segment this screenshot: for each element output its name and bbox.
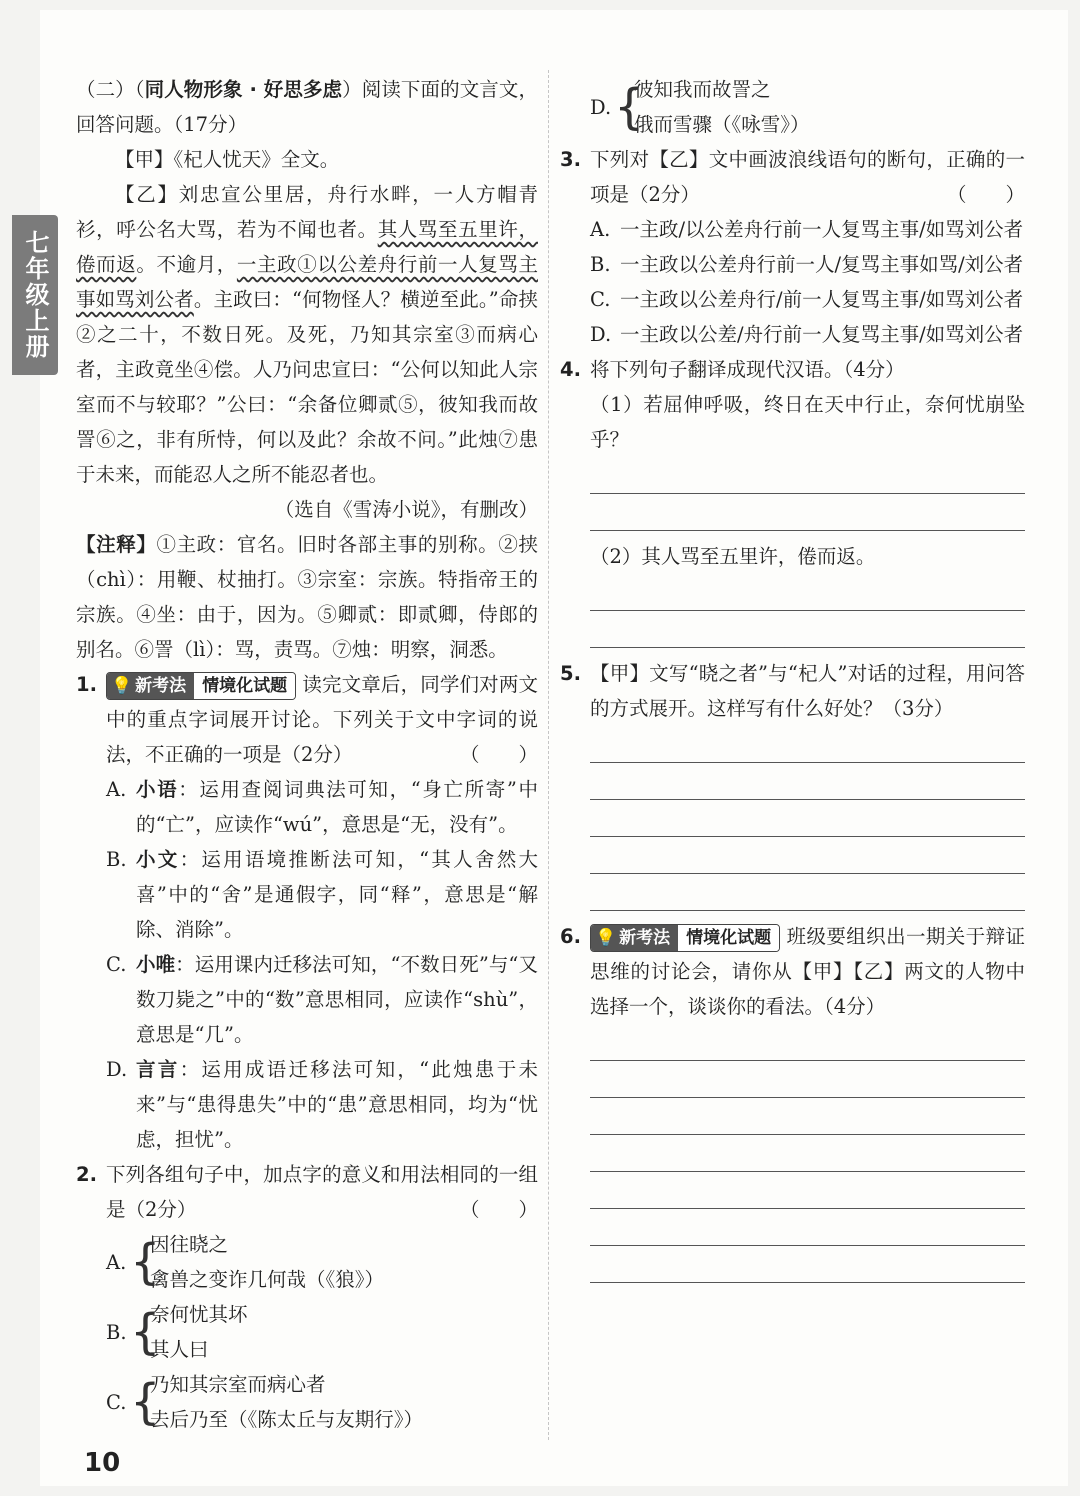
option-c [590, 282, 1025, 317]
passage-jia: 【甲】《杞人忧天》全文。 [115, 148, 340, 171]
student-name: 言言 [136, 1058, 180, 1081]
answer-line[interactable] [590, 1024, 1025, 1061]
option-label: A. [590, 218, 611, 241]
answer-paren: （ ） [459, 743, 538, 766]
student-name: 小语 [136, 778, 179, 801]
option-text: 一主政以公差舟行前一人/复骂主事如骂/刘公者 [620, 253, 1024, 276]
student-name: 小唯 [136, 953, 176, 976]
section-heading [76, 72, 538, 142]
option-line-1: 奈何忧其坏 [150, 1303, 248, 1326]
brace-icon: { [614, 79, 645, 135]
brace-icon: { [130, 1374, 161, 1430]
option-line-2: 俄而雪骤（《咏雪》） [634, 113, 810, 136]
answer-line[interactable] [590, 874, 1025, 911]
question-stem: 【甲】文写“晓之者”与“杞人”对话的过程，用问答的方式展开。这样写有什么好处？（3分） [590, 662, 1025, 720]
yi-wavy-2: 一主政①以公差舟行前一人复骂主事如骂刘公者 [76, 253, 538, 311]
option-label: D. [590, 323, 612, 346]
lightbulb-icon: 💡 [111, 675, 133, 696]
option-label: C. [106, 953, 127, 976]
left-column [76, 72, 538, 1437]
option-c [106, 1367, 538, 1437]
option-label: B. [590, 253, 611, 276]
question-stem: 将下列句子翻译成现代汉语。（4分） [590, 358, 905, 381]
passage-source: （选自《雪涛小说》，有删改） [274, 498, 538, 521]
yi-text-3: 。主政曰：“何物怪人？横逆至此。”命挟②之二十，不数日死。及死，乃知其宗室③而病心者，主政竟坐④偿。人乃问忠宣曰：“公何以知此人宗室而不与较耶？”公曰：“余备位卿贰⑤，彼知我而故詈⑥之，非有所恃，何以及此？余故不问。”此烛⑦患于未来，而能忍人之所不能忍者也。 [76, 288, 538, 486]
right-column [560, 72, 1025, 1283]
stem-text: 下列各组句子中，加点字的意义和用法相同的一组是（2分） [106, 1163, 538, 1221]
option-a [106, 772, 538, 842]
answer-line[interactable] [590, 1209, 1025, 1246]
stem-text: 读完文章后，同学们对两文中的重点字词展开讨论。下列关于文中字词的说法，不正确的一项是（2分） [106, 673, 538, 766]
stem-text: 下列对【乙】文中画波浪线语句的断句，正确的一项是（2分） [590, 148, 1025, 206]
option-b [106, 842, 538, 947]
question-1 [76, 667, 538, 1157]
brace-icon: { [130, 1304, 161, 1360]
question-3 [560, 142, 1025, 352]
option-text: ：运用查阅词典法可知，“身亡所寄”中的“亡”，应读作“wú”，意思是“无，没有”。 [136, 778, 538, 836]
column-divider [548, 70, 549, 1440]
badge-type-label: 情境化试题 [194, 673, 295, 699]
badge-type-label: 情境化试题 [678, 925, 779, 951]
option-label: A. [106, 778, 127, 801]
sentence-2: （2）其人骂至五里许，倦而返。 [590, 545, 876, 568]
option-b [590, 247, 1025, 282]
brace-icon: { [130, 1234, 161, 1290]
answer-line[interactable] [590, 1061, 1025, 1098]
option-label: C. [106, 1391, 127, 1414]
answer-line[interactable] [590, 1135, 1025, 1172]
yi-wavy-1: 其人骂至五里许，倦而返 [76, 218, 538, 276]
notes [76, 527, 538, 667]
option-text: ：运用成语迁移法可知，“此烛患于未来”与“患得患失”中的“患”意思相同，均为“忧虑，担忧”。 [136, 1058, 538, 1151]
answer-paren: （ ） [946, 183, 1025, 206]
question-5 [560, 656, 1025, 726]
question-number: 6. [560, 925, 581, 948]
option-label: B. [106, 1321, 127, 1344]
question-4-part-2 [560, 539, 1025, 574]
option-a [590, 212, 1025, 247]
question-number: 1. [76, 673, 97, 696]
stem-text: 班级要组织出一期关于辩证思维的讨论会，请你从【甲】【乙】两文的人物中选择一个，谈谈你的看法。（4分） [590, 925, 1025, 1018]
answer-line[interactable] [590, 574, 1025, 611]
notes-text: ①主政：官名。旧时各部主事的别称。②挟（chì）：用鞭、杖抽打。③宗室：宗族。特指帝王的宗族。④坐：由于，因为。⑤卿贰：即贰卿，侍郎的别名。⑥詈（lì）：骂，责骂。⑦烛：明察，洞悉。 [76, 533, 538, 661]
answer-line[interactable] [590, 1172, 1025, 1209]
option-label: A. [106, 1251, 127, 1274]
badge-new-label: 新考法 [135, 675, 187, 696]
lightbulb-icon: 💡 [595, 927, 617, 948]
yi-text-2: 。不逾月， [136, 253, 237, 276]
option-text: 一主政以公差舟行/前一人复骂主事/如骂刘公者 [620, 288, 1024, 311]
question-number: 3. [560, 148, 581, 171]
option-label: D. [106, 1058, 128, 1081]
option-label: C. [590, 288, 611, 311]
yi-text-1: 【乙】刘忠宣公里居，舟行水畔，一人方帽青衫，呼公名大骂，若为不闻也者。 [76, 183, 538, 241]
question-2 [76, 1157, 538, 1437]
option-c [106, 947, 538, 1052]
answer-line[interactable] [590, 494, 1025, 531]
question-stem [590, 142, 1025, 212]
question-stem [106, 1157, 538, 1227]
answer-line[interactable] [590, 726, 1025, 763]
option-label: D. [590, 96, 612, 119]
passage-yi [76, 177, 538, 492]
option-line-1: 因往晓之 [150, 1233, 229, 1256]
option-line-2: 其人曰 [150, 1338, 209, 1361]
option-line-2: 去后乃至（《陈太丘与友期行》） [150, 1408, 424, 1431]
option-line-2: 禽兽之变诈几何哉（《狼》） [150, 1268, 385, 1291]
badge-new-label: 新考法 [619, 927, 671, 948]
question-number: 5. [560, 662, 581, 685]
heading-bold: 同人物形象 · 好思多虑 [144, 78, 343, 101]
question-4 [560, 352, 1025, 457]
new-method-badge [590, 924, 780, 952]
answer-line[interactable] [590, 1098, 1025, 1135]
option-line-1: 彼知我而故詈之 [634, 78, 771, 101]
answer-line[interactable] [590, 457, 1025, 494]
question-2-continued [560, 72, 1025, 142]
grade-tab: 七年级上册 [12, 215, 58, 375]
option-label: B. [106, 848, 127, 871]
new-method-badge [106, 672, 296, 700]
sentence-1: （1）若屈伸呼吸，终日在天中行止，奈何忧崩坠乎？ [590, 393, 1025, 451]
student-name: 小文 [136, 848, 180, 871]
question-number: 2. [76, 1163, 97, 1186]
option-text: ：运用语境推断法可知，“其人舍然大喜”中的“舍”是通假字，同“释”，意思是“解除、消除”。 [136, 848, 538, 941]
option-d [590, 72, 1025, 142]
option-text: 一主政/以公差舟行前一人复骂主事/如骂刘公者 [620, 218, 1024, 241]
page-number: 10 [84, 1448, 121, 1478]
question-stem [106, 667, 538, 772]
option-d [106, 1052, 538, 1157]
option-d [590, 317, 1025, 352]
option-line-1: 乃知其宗室而病心者 [150, 1373, 326, 1396]
question-number: 4. [560, 358, 581, 381]
heading-prefix: （二）（ [76, 78, 145, 101]
answer-line[interactable] [590, 611, 1025, 648]
question-6 [560, 919, 1025, 1024]
option-text: 一主政以公差/舟行前一人复骂主事/如骂刘公者 [620, 323, 1024, 346]
answer-line[interactable] [590, 800, 1025, 837]
notes-label: 【注释】 [76, 533, 157, 556]
option-text: ：运用课内迁移法可知，“不数日死”与“又数刀毙之”中的“数”意思相同，应读作“shù”，意思是“几”。 [136, 953, 538, 1046]
answer-line[interactable] [590, 1246, 1025, 1283]
answer-line[interactable] [590, 763, 1025, 800]
option-b [106, 1297, 538, 1367]
answer-line[interactable] [590, 837, 1025, 874]
answer-paren: （ ） [459, 1198, 538, 1221]
question-stem [590, 919, 1025, 1024]
heading-suffix: ）阅读下面的文言文，回答问题。（17分） [76, 78, 538, 136]
option-a [106, 1227, 538, 1297]
